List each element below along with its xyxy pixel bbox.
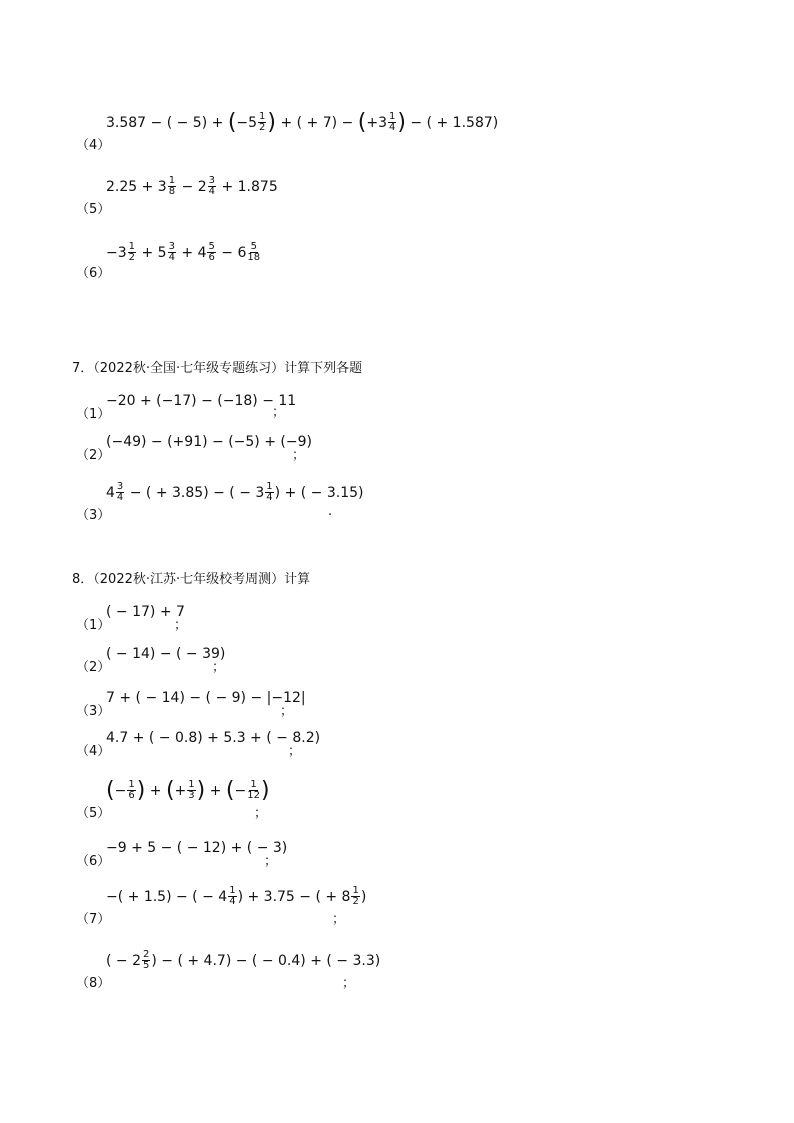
expression: 4 $\frac{3}{4}$ − ( + 3.85) − ( − 3 $\frac{1}{4}$ ) + ( − 3.15) [106,481,364,503]
q8-problem-7 [0,886,794,926]
fraction: $\frac{1}{2}$ [259,111,266,133]
expression: ( − 17) + 7 [106,604,185,620]
expression: 3.587 − ( − 5) + ( −5 $\frac{1}{2}$ ) + ( + 7) − ( +3 $\frac{1}{4}$ ) − ( + 1.587) [106,109,499,135]
question-7-heading: 7．（2022秋·全国·七年级专题练习）计算下列各题 [72,361,363,376]
problem-number: （8） [76,976,111,991]
fraction: $\frac{1}{12}$ [247,779,260,801]
problem-5 [0,176,794,216]
fraction: $\frac{1}{8}$ [168,175,176,197]
problem-number: （6） [76,266,111,281]
fraction: $\frac{1}{4}$ [388,111,396,133]
q8-problem-1 [0,604,794,644]
problem-number: （2） [76,660,111,675]
fraction: $\frac{3}{4}$ [168,241,175,263]
expression: ( − $\frac{1}{6}$ ) + ( + $\frac{1}{3}$ ) + ( − $\frac{1}{12}$ ) [106,777,270,803]
fraction: $\frac{5}{6}$ [208,241,215,263]
expression: −20 + (−17) − (−18) − 11 [106,393,297,409]
problem-number: （3） [76,704,111,719]
fraction: $\frac{3}{4}$ [208,175,216,197]
semicolon: ； [288,744,302,759]
fraction: $\frac{1}{4}$ [266,481,273,503]
q8-problem-6 [0,840,794,880]
problem-number: （7） [76,912,111,927]
semicolon: ； [342,976,356,991]
problem-4 [0,109,794,153]
q8-problem-3 [0,690,794,730]
fraction: $\frac{1}{2}$ [128,241,136,263]
problem-number: （1） [76,618,111,633]
semicolon: ； [264,854,278,869]
problem-number: （4） [76,744,111,759]
problem-number: （4） [76,138,111,153]
period: . [328,504,333,519]
expression: ( − 2 $\frac{2}{5}$ ) − ( + 4.7) − ( − 0.4) + ( − 3.3) [106,949,381,971]
q8-problem-2 [0,646,794,686]
semicolon: ； [272,405,286,420]
fraction: $\frac{5}{18}$ [247,241,261,263]
question-8-heading: 8．（2022秋·江苏·七年级校考周测）计算 [72,572,311,587]
fraction: $\frac{3}{4}$ [116,481,124,503]
q7-problem-2 [0,434,794,474]
fraction: $\frac{1}{6}$ [128,779,135,801]
expression: −( + 1.5) − ( − 4 $\frac{1}{4}$ ) + 3.75 − ( + 8 $\frac{1}{2}$ ) [106,885,367,907]
expression: 4.7 + ( − 0.8) + 5.3 + ( − 8.2) [106,730,321,746]
problem-number: （5） [76,806,111,821]
expression: −9 + 5 − ( − 12) + ( − 3) [106,840,288,856]
problem-number: （5） [76,202,111,217]
semicolon: ； [174,618,188,633]
fraction: $\frac{1}{3}$ [188,779,195,801]
problem-number: （6） [76,854,111,869]
semicolon: ； [292,448,306,463]
q8-problem-5 [0,777,794,821]
q8-problem-4 [0,730,794,770]
expression: (−49) − (+91) − (−5) + (−9) [106,434,312,450]
semicolon: ； [280,704,294,719]
semicolon: ； [332,912,346,927]
problem-6 [0,240,794,280]
expression: ( − 14) − ( − 39) [106,646,226,662]
fraction: $\frac{1}{4}$ [229,885,236,907]
q8-problem-8 [0,950,794,990]
semicolon: ； [254,806,268,821]
expression: −3 $\frac{1}{2}$ + 5 $\frac{3}{4}$ + 4 $\frac{5}{6}$ − 6 $\frac{5}{18}$ [106,241,261,263]
fraction: $\frac{2}{5}$ [143,949,150,971]
q7-problem-1 [0,393,794,433]
problem-number: （3） [76,508,111,523]
q7-problem-3 [0,482,794,522]
expression: 7 + ( − 14) − ( − 9) − |−12| [106,690,306,706]
semicolon: ； [212,660,226,675]
expression: 2.25 + 3 $\frac{1}{8}$ − 2 $\frac{3}{4}$ + 1.875 [106,175,278,197]
problem-number: （1） [76,407,111,422]
fraction: $\frac{1}{2}$ [352,885,359,907]
problem-number: （2） [76,448,111,463]
